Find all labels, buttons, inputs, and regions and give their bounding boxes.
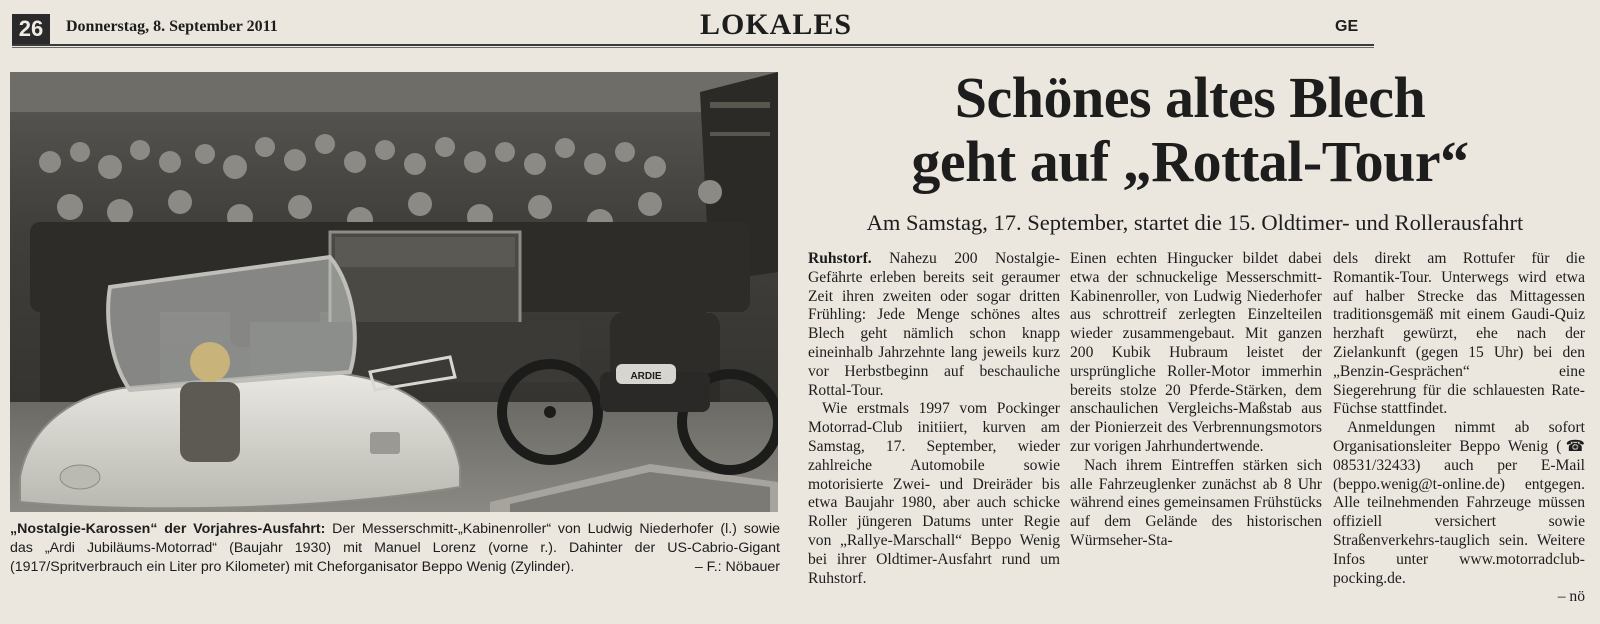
column-3-paragraph-2: Anmeldungen nimmt ab sofort Organisationsleiter Beppo Wenig (☎ 08531/32433) auch per E-Mail (beppo.wenig@t-online.de) entgegen. Alle teilnehmenden Fahrzeuge müssen offiziell versichert sowie Straßenverkehrs-tauglich sein. Weitere Infos unter www.motorradclub-pocking.de.	[1333, 419, 1585, 587]
headline-line-1: Schönes altes Blech	[954, 65, 1426, 130]
header-rule-thin	[12, 47, 1374, 48]
photo-illustration	[10, 72, 778, 512]
section-title: LOKALES	[700, 8, 853, 41]
header-rule	[12, 44, 1374, 46]
page-number: 26	[12, 14, 50, 44]
column-2-paragraph-2: Nach ihrem Eintreffen stärken sich alle Fahrzeuglenker zunächst ab 8 Uhr während eines gemeinsamen Frühstücks auf dem Gelände des historischen Würmseher-Sta-	[1070, 456, 1322, 549]
caption-text: Der Messerschmitt-„Kabinenroller“ von Ludwig Niederhofer (l.) sowie das „Ardi Jubiläums-Motorrad“ (Baujahr 1930) mit Manuel Lorenz (vorne r.). Dahinter der US-Cabrio-Gigant (1917/Spritverbrauch ein Liter pro Kilometer) mit Cheforganisator Beppo Wenig (Zylinder).	[10, 521, 780, 575]
column-1-paragraph-2: Wie erstmals 1997 vom Pockinger Motorrad-Club initiiert, kurven am Samstag, 17. September, wieder zahlreiche Automobile sowie motorisierte Zwei- und Dreiräder bis etwa Baujahr 1980, aber auch schicke Roller jüngeren Datums unter Regie von „Rallye-Marschall“ Beppo Wenig bei ihrer Oldtimer-Ausfahrt rund um Ruhstorf.	[808, 400, 1060, 587]
article-column-1	[808, 250, 1060, 588]
photo-caption	[10, 520, 780, 577]
author-signoff: – nö	[1557, 588, 1585, 606]
article-column-2	[1070, 250, 1322, 551]
column-3-paragraph-1: dels direkt am Rottufer für die Romantik-Tour. Unterwegs wird etwa auf halber Strecke das Mittagessen traditionsgemäß mit einem Gaudi-Quiz herzhaft gewürzt, ehe nach der Zielankunft (gegen 15 Uhr) bei den „Benzin-Gesprächen“ eine Siegerehrung für die schlauesten Rate-Füchse stattfindet.	[1333, 250, 1585, 418]
caption-lead: „Nostalgie-Karossen“ der Vorjahres-Ausfahrt:	[10, 521, 326, 537]
headline-line-2: geht auf „Rottal-Tour“	[911, 129, 1469, 194]
ardie-badge: ARDIE	[630, 371, 662, 382]
column-2-paragraph-1: Einen echten Hingucker bildet dabei etwa der schnuckelige Messerschmitt-Kabinenroller, von Ludwig Niederhofer aus schrottreif zerlegten Einzelteilen wieder zusammengebaut. Mit ganzen 200 Kubik Hubraum leistet der ursprüngliche Roller-Motor immerhin bereits stolze 20 Pferde-Stärken, dem anschaulichen Vergleichs-Maßstab aus der Pionierzeit des Verbrennungsmotors zur vorigen Jahrhundertwende.	[1070, 250, 1322, 455]
edition-code: GE	[1335, 18, 1359, 35]
article-column-3	[1333, 250, 1585, 607]
dateline-place: Ruhstorf.	[808, 250, 872, 267]
column-1-paragraph-1: Nahezu 200 Nostalgie-Gefährte erleben bereits seit geraumer Zeit ihren zweiten oder sogar dritten Frühling: Jede Menge schönes altes Blech geht nämlich schon knapp eineinhalb Jahrzehnte lang jeweils kurz vor Herbstbeginn auf beschauliche Rottal-Tour.	[808, 250, 1060, 399]
article-photo	[10, 72, 778, 512]
issue-date: Donnerstag, 8. September 2011	[66, 18, 278, 35]
article-headline	[795, 66, 1585, 194]
photo-credit: – F.: Nöbauer	[694, 559, 780, 575]
article-subheadline: Am Samstag, 17. September, startet die 15. Oldtimer- und Rollerausfahrt	[866, 210, 1524, 235]
